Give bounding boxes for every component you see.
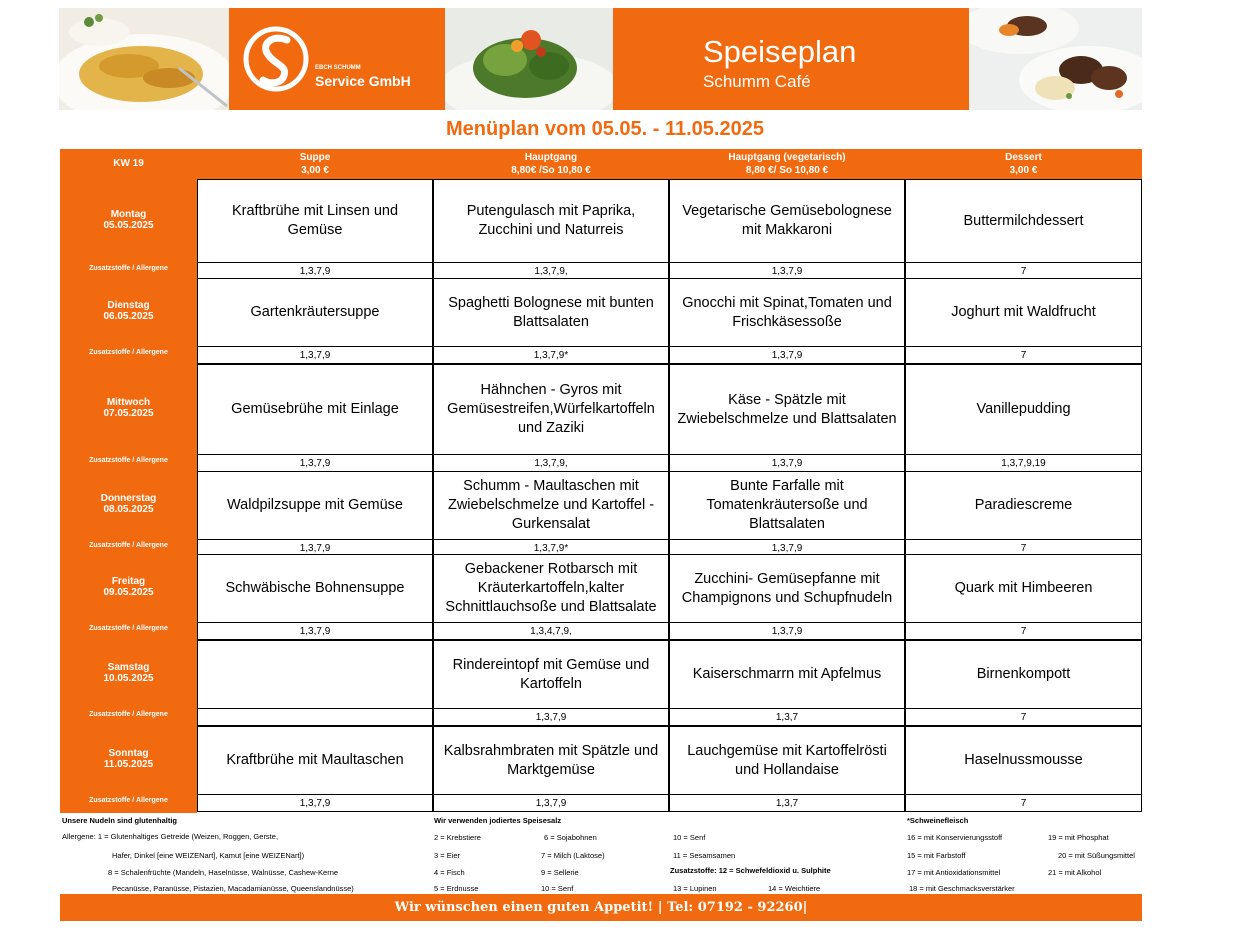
dish-cell (197, 640, 433, 709)
column-name: Suppe (299, 152, 331, 163)
day-date: 07.05.2025 (103, 408, 154, 419)
day-label-montag (60, 179, 197, 281)
allergen-cell: 1,3,7 (669, 794, 905, 812)
allergen-1: Allergene: 1 = Glutenhaltiges Getreide (Weizen, Roggen, Gerste, (62, 832, 279, 841)
dish-cell: Vegetarische Gemüsebolognese mit Makkaroni (669, 179, 905, 263)
dish-cell: Buttermilchdessert (905, 179, 1142, 263)
column-price: 8,80€ /So 10,80 € (511, 165, 591, 176)
day-label-dienstag (60, 278, 197, 365)
additive-15: 15 = mit Farbstoff (907, 851, 966, 860)
day-name: Samstag (107, 662, 150, 673)
column-header-hauptgang-vegetarisch (669, 151, 905, 177)
day-name: Sonntag (108, 748, 149, 759)
allergen-5: 5 = Erdnusse (434, 884, 479, 893)
dish-cell: Gnocchi mit Spinat,Tomaten und Frischkäsessoße (669, 278, 905, 347)
allergen-cell: 7 (905, 346, 1142, 364)
day-date: 06.05.2025 (103, 311, 154, 322)
dish-cell: Quark mit Himbeeren (905, 554, 1142, 623)
allergen-cell: 7 (905, 622, 1142, 640)
allergen-11: 11 = Sesamsamen (673, 851, 736, 860)
dish-cell: Putengulasch mit Paprika, Zucchini und Naturreis (433, 179, 669, 263)
allergen-cell (197, 708, 433, 726)
allergen-cell: 1,3,7,9 (197, 539, 433, 557)
additive-20: 20 = mit Süßungsmittel (1058, 851, 1135, 860)
day-name: Montag (110, 209, 147, 220)
allergen-cell: 1,3,7,9 (669, 454, 905, 472)
allergen-8: 8 = Schalenfrüchte (Mandeln, Haselnüsse, Walnüsse, Cashew-Kerne (108, 868, 339, 877)
dish-cell: Zucchini- Gemüsepfanne mit Champignons und Schupfnudeln (669, 554, 905, 623)
allergen-cell: 1,3,7,9 (433, 708, 669, 726)
column-header-hauptgang (433, 151, 669, 177)
day-name: Freitag (111, 576, 146, 587)
day-date: 08.05.2025 (103, 504, 154, 515)
spaetzle-plate-photo (59, 8, 229, 110)
dish-cell: Kraftbrühe mit Maultaschen (197, 726, 433, 795)
column-name: Hauptgang (vegetarisch) (728, 152, 846, 163)
dish-cell: Spaghetti Bolognese mit bunten Blattsalaten (433, 278, 669, 347)
company-logo-box (229, 8, 445, 110)
company-name: Service GmbH (315, 73, 411, 89)
company-small-text: EBCH SCHUMM (315, 65, 361, 71)
allergen-7: 7 = Milch (Laktose) (541, 851, 605, 860)
menu-heading: Menüplan vom 05.05. - 11.05.2025 (446, 118, 764, 140)
allergen-cell: 1,3,7,9* (433, 539, 669, 557)
day-date: 05.05.2025 (103, 220, 154, 231)
allergen-cell: 1,3,7,9 (669, 539, 905, 557)
allergen-14: 14 = Weichtiere (768, 884, 821, 893)
day-date: 10.05.2025 (103, 673, 154, 684)
day-date: 09.05.2025 (103, 587, 154, 598)
day-label-freitag (60, 554, 197, 641)
day-date: 11.05.2025 (103, 759, 154, 770)
day-name: Donnerstag (100, 493, 157, 504)
additive-16: 16 = mit Konservierungsstoff (907, 833, 1003, 842)
dish-cell: Waldpilzsuppe mit Gemüse (197, 471, 433, 540)
allergen-row-label: Zusatzstoffe / Allergene (89, 265, 168, 272)
day-label-sonntag (60, 726, 197, 813)
footer-banner: Wir wünschen einen guten Appetit! | Tel: 07192 - 92260| (60, 894, 1142, 921)
dish-cell: Käse - Spätzle mit Zwiebelschmelze und Blattsalaten (669, 364, 905, 455)
dish-cell: Gemüsebrühe mit Einlage (197, 364, 433, 455)
allergen-cell: 1,3,7,9 (197, 262, 433, 280)
additive-18: 18 = mit Geschmacksverstärker (909, 884, 1015, 893)
page-title: Speiseplan (703, 34, 857, 69)
column-name: Hauptgang (524, 152, 578, 163)
allergen-row-label: Zusatzstoffe / Allergene (89, 457, 168, 464)
allergen-cell: 1,3,7,9 (197, 346, 433, 364)
allergen-cell: 1,3,7,9 (197, 454, 433, 472)
allergen-cell: 1,3,7,9 (669, 262, 905, 280)
allergen-cell: 1,3,7 (669, 708, 905, 726)
allergen-10-senf: 10 = Senf (541, 884, 574, 893)
dish-cell: Rindereintopf mit Gemüse und Kartoffeln (433, 640, 669, 709)
dish-cell: Gartenkräutersuppe (197, 278, 433, 347)
column-name: Dessert (1005, 152, 1042, 163)
allergen-row-label: Zusatzstoffe / Allergene (89, 625, 168, 632)
allergen-cell: 1,3,7,9 (669, 346, 905, 364)
dish-cell: Birnenkompott (905, 640, 1142, 709)
dish-cell: Vanillepudding (905, 364, 1142, 455)
dish-cell: Kraftbrühe mit Linsen und Gemüse (197, 179, 433, 263)
day-name: Mittwoch (106, 397, 151, 408)
allergen-row-label: Zusatzstoffe / Allergene (89, 797, 168, 804)
additive-17: 17 = mit Antioxidationsmittel (907, 868, 1001, 877)
column-price: 3,00 € (1009, 165, 1038, 176)
column-price: 3,00 € (301, 165, 329, 176)
table-header-row (60, 149, 1142, 179)
allergen-cell: 1,3,7,9, (433, 262, 669, 280)
dish-cell: Gebackener Rotbarsch mit Kräuterkartoffeln,kalter Schnittlauchsoße und Blattsalate (433, 554, 669, 623)
allergen-cell: 1,3,7,9, (433, 454, 669, 472)
allergen-10: 10 = Senf (673, 833, 706, 842)
dish-cell: Bunte Farfalle mit Tomatenkräutersoße und Blattsalaten (669, 471, 905, 540)
pork-note: *Schweinefleisch (907, 816, 969, 825)
salad-photo (445, 8, 613, 110)
allergen-cell: 7 (905, 262, 1142, 280)
allergen-4: 4 = Fisch (434, 868, 465, 877)
allergen-cell: 1,3,7,9* (433, 346, 669, 364)
allergen-cell: 1,3,7,9 (669, 622, 905, 640)
allergen-2: 2 = Krebstiere (434, 833, 481, 842)
noodles-note: Unsere Nudeln sind glutenhaltig (62, 816, 178, 825)
allergen-1-continued: Hafer, Dinkel [eine WEIZENart], Kamut [eine WEIZENart]) (112, 851, 305, 860)
week-label: KW 19 (113, 158, 144, 169)
day-label-donnerstag (60, 471, 197, 558)
column-header-dessert (905, 151, 1142, 177)
title-box (613, 8, 969, 110)
dish-cell: Schumm - Maultaschen mit Zwiebelschmelze und Kartoffel - Gurkensalat (433, 471, 669, 540)
company-logo-icon (243, 26, 309, 92)
allergen-6: 6 = Sojabohnen (544, 833, 597, 842)
allergen-cell: 1,3,7,9,19 (905, 454, 1142, 472)
allergen-cell: 1,3,7,9 (433, 794, 669, 812)
dish-cell: Kaiserschmarrn mit Apfelmus (669, 640, 905, 709)
dish-cell: Lauchgemüse mit Kartoffelrösti und Hollandaise (669, 726, 905, 795)
dish-cell: Kalbsrahmbraten mit Spätzle und Marktgemüse (433, 726, 669, 795)
day-name: Dienstag (107, 300, 150, 311)
allergen-cell: 1,3,7,9 (197, 794, 433, 812)
allergen-cell: 7 (905, 794, 1142, 812)
allergen-cell: 1,3,4,7,9, (433, 622, 669, 640)
allergen-row-label: Zusatzstoffe / Allergene (89, 542, 168, 549)
allergen-3: 3 = Eier (434, 851, 461, 860)
dish-cell: Haselnussmousse (905, 726, 1142, 795)
dish-cell: Joghurt mit Waldfrucht (905, 278, 1142, 347)
column-price: 8,80 €/ So 10,80 € (745, 165, 829, 176)
day-label-samstag (60, 640, 197, 727)
dish-cell: Hähnchen - Gyros mit Gemüsestreifen,Würfelkartoffeln und Zaziki (433, 364, 669, 455)
zusatzstoffe-12: Zusatzstoffe: 12 = Schwefeldioxid u. Sulphite (670, 866, 831, 875)
additive-21: 21 = mit Alkohol (1048, 868, 1102, 877)
day-label-mittwoch (60, 364, 197, 473)
meatballs-plate-photo (969, 8, 1142, 110)
allergen-cell: 7 (905, 708, 1142, 726)
column-header-suppe (197, 151, 433, 177)
allergen-13: 13 = Lupinen (673, 884, 717, 893)
allergen-cell: 1,3,7,9 (197, 622, 433, 640)
allergen-row-label: Zusatzstoffe / Allergene (89, 711, 168, 718)
allergen-8-continued: Pecanüsse, Paranüsse, Pistazien, Macadamianüsse, Queenslandnüsse) (112, 884, 354, 893)
allergen-cell: 7 (905, 539, 1142, 557)
allergen-row-label: Zusatzstoffe / Allergene (89, 349, 168, 356)
additive-19: 19 = mit Phosphat (1048, 833, 1109, 842)
dish-cell: Paradiescreme (905, 471, 1142, 540)
salt-note: Wir verwenden jodiertes Speisesalz (434, 816, 562, 825)
allergen-9: 9 = Sellerie (541, 868, 579, 877)
dish-cell: Schwäbische Bohnensuppe (197, 554, 433, 623)
page-subtitle: Schumm Café (703, 72, 811, 91)
